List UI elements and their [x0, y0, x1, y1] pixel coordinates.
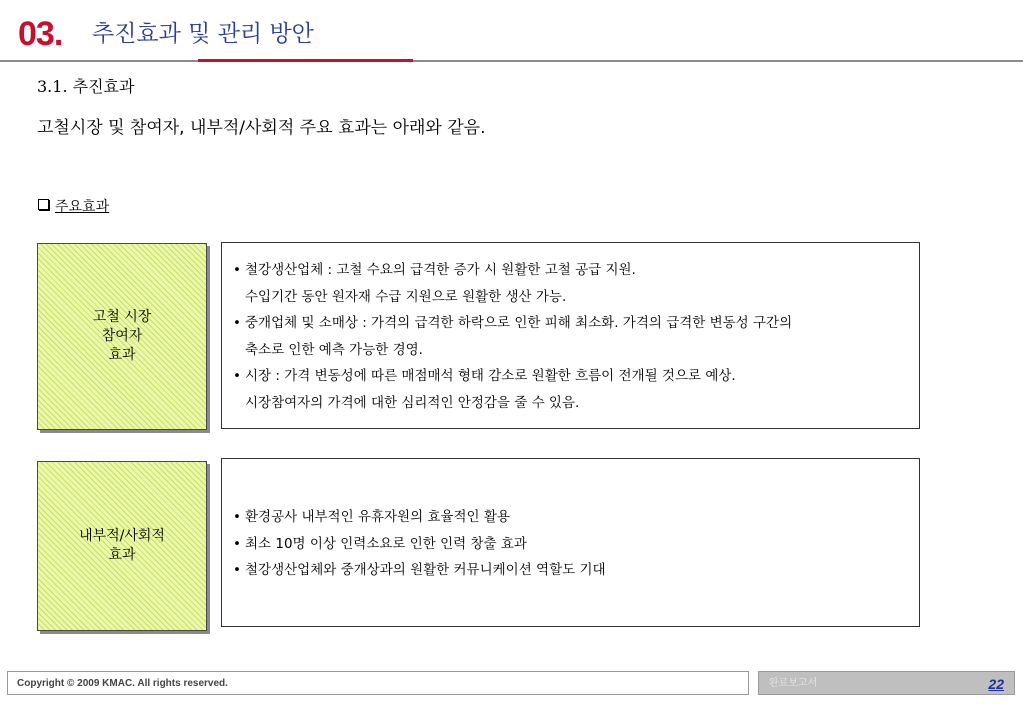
- bullet-list: [233, 257, 919, 417]
- bullet-dot: •: [233, 562, 241, 579]
- effect-label-internal-social: [37, 461, 207, 631]
- section-marker: [38, 197, 109, 217]
- bullet-item: [233, 504, 919, 531]
- bullet-item: [233, 363, 919, 416]
- bullet-text: 최소 10명 이상 인력소요로 인한 인력 창출 효과: [245, 535, 527, 552]
- footer-copyright: Copyright © 2009 KMAC. All rights reserved.: [7, 671, 749, 695]
- bullet-continuation: 시장참여자의 가격에 대한 심리적인 안정감을 줄 수 있음.: [245, 394, 580, 411]
- bullet-text: 중개업체 및 소매상 : 가격의 급격한 하락으로 인한 피해 최소화. 가격의 급격한 변동성 구간의: [245, 315, 793, 332]
- bullet-item: [233, 531, 919, 558]
- bullet-text: 철강생산업체와 중개상과의 원활한 커뮤니케이션 역할도 기대: [245, 562, 606, 579]
- header-divider: [0, 60, 1023, 62]
- footer-document-label: 완료보고서: [769, 678, 818, 689]
- header-accent-bar: [198, 59, 413, 62]
- bullet-text: 환경공사 내부적인 유휴자원의 효율적인 활용: [245, 509, 510, 525]
- bullet-item: [233, 310, 919, 363]
- bullet-dot: •: [233, 535, 241, 552]
- bullet-continuation: 수입기간 동안 원자재 수급 지원으로 원활한 생산 가능.: [245, 288, 567, 305]
- footer-page-box: [758, 671, 1015, 695]
- effect-label-market: [37, 243, 207, 430]
- bullet-text: 철강생산업체 : 고철 수요의 급격한 증가 시 원활한 고철 공급 지원.: [245, 262, 636, 278]
- bullet-continuation: 축소로 인한 예측 가능한 경영.: [245, 341, 423, 358]
- bullet-dot: •: [233, 509, 241, 525]
- effect-label-text: 내부적/사회적 효과: [79, 528, 165, 563]
- effect-label-text: 고철 시장 참여자 효과: [92, 309, 152, 363]
- bullet-item: [233, 557, 919, 584]
- bullet-dot: •: [233, 315, 241, 332]
- bullet-item: [233, 257, 919, 310]
- section-title: 추진효과 및 관리 방안: [92, 21, 314, 47]
- bullet-text: 시장 : 가격 변동성에 따른 매점매석 형태 감소로 원활한 흐름이 전개될 것으로 예상.: [245, 368, 736, 385]
- page-number: 22: [988, 676, 1004, 692]
- intro-text: 고철시장 및 참여자, 내부적/사회적 주요 효과는 아래와 같음.: [37, 118, 486, 138]
- subheading: 3.1. 추진효과: [37, 77, 135, 96]
- section-marker-label: 주요효과: [55, 199, 110, 215]
- section-number: 03.: [18, 15, 63, 53]
- effect-content-internal-social: [221, 458, 920, 627]
- effect-content-market: [221, 242, 920, 429]
- checkbox-icon: [38, 199, 49, 210]
- bullet-dot: •: [233, 262, 241, 278]
- bullet-list: [233, 504, 919, 584]
- bullet-dot: •: [233, 368, 241, 385]
